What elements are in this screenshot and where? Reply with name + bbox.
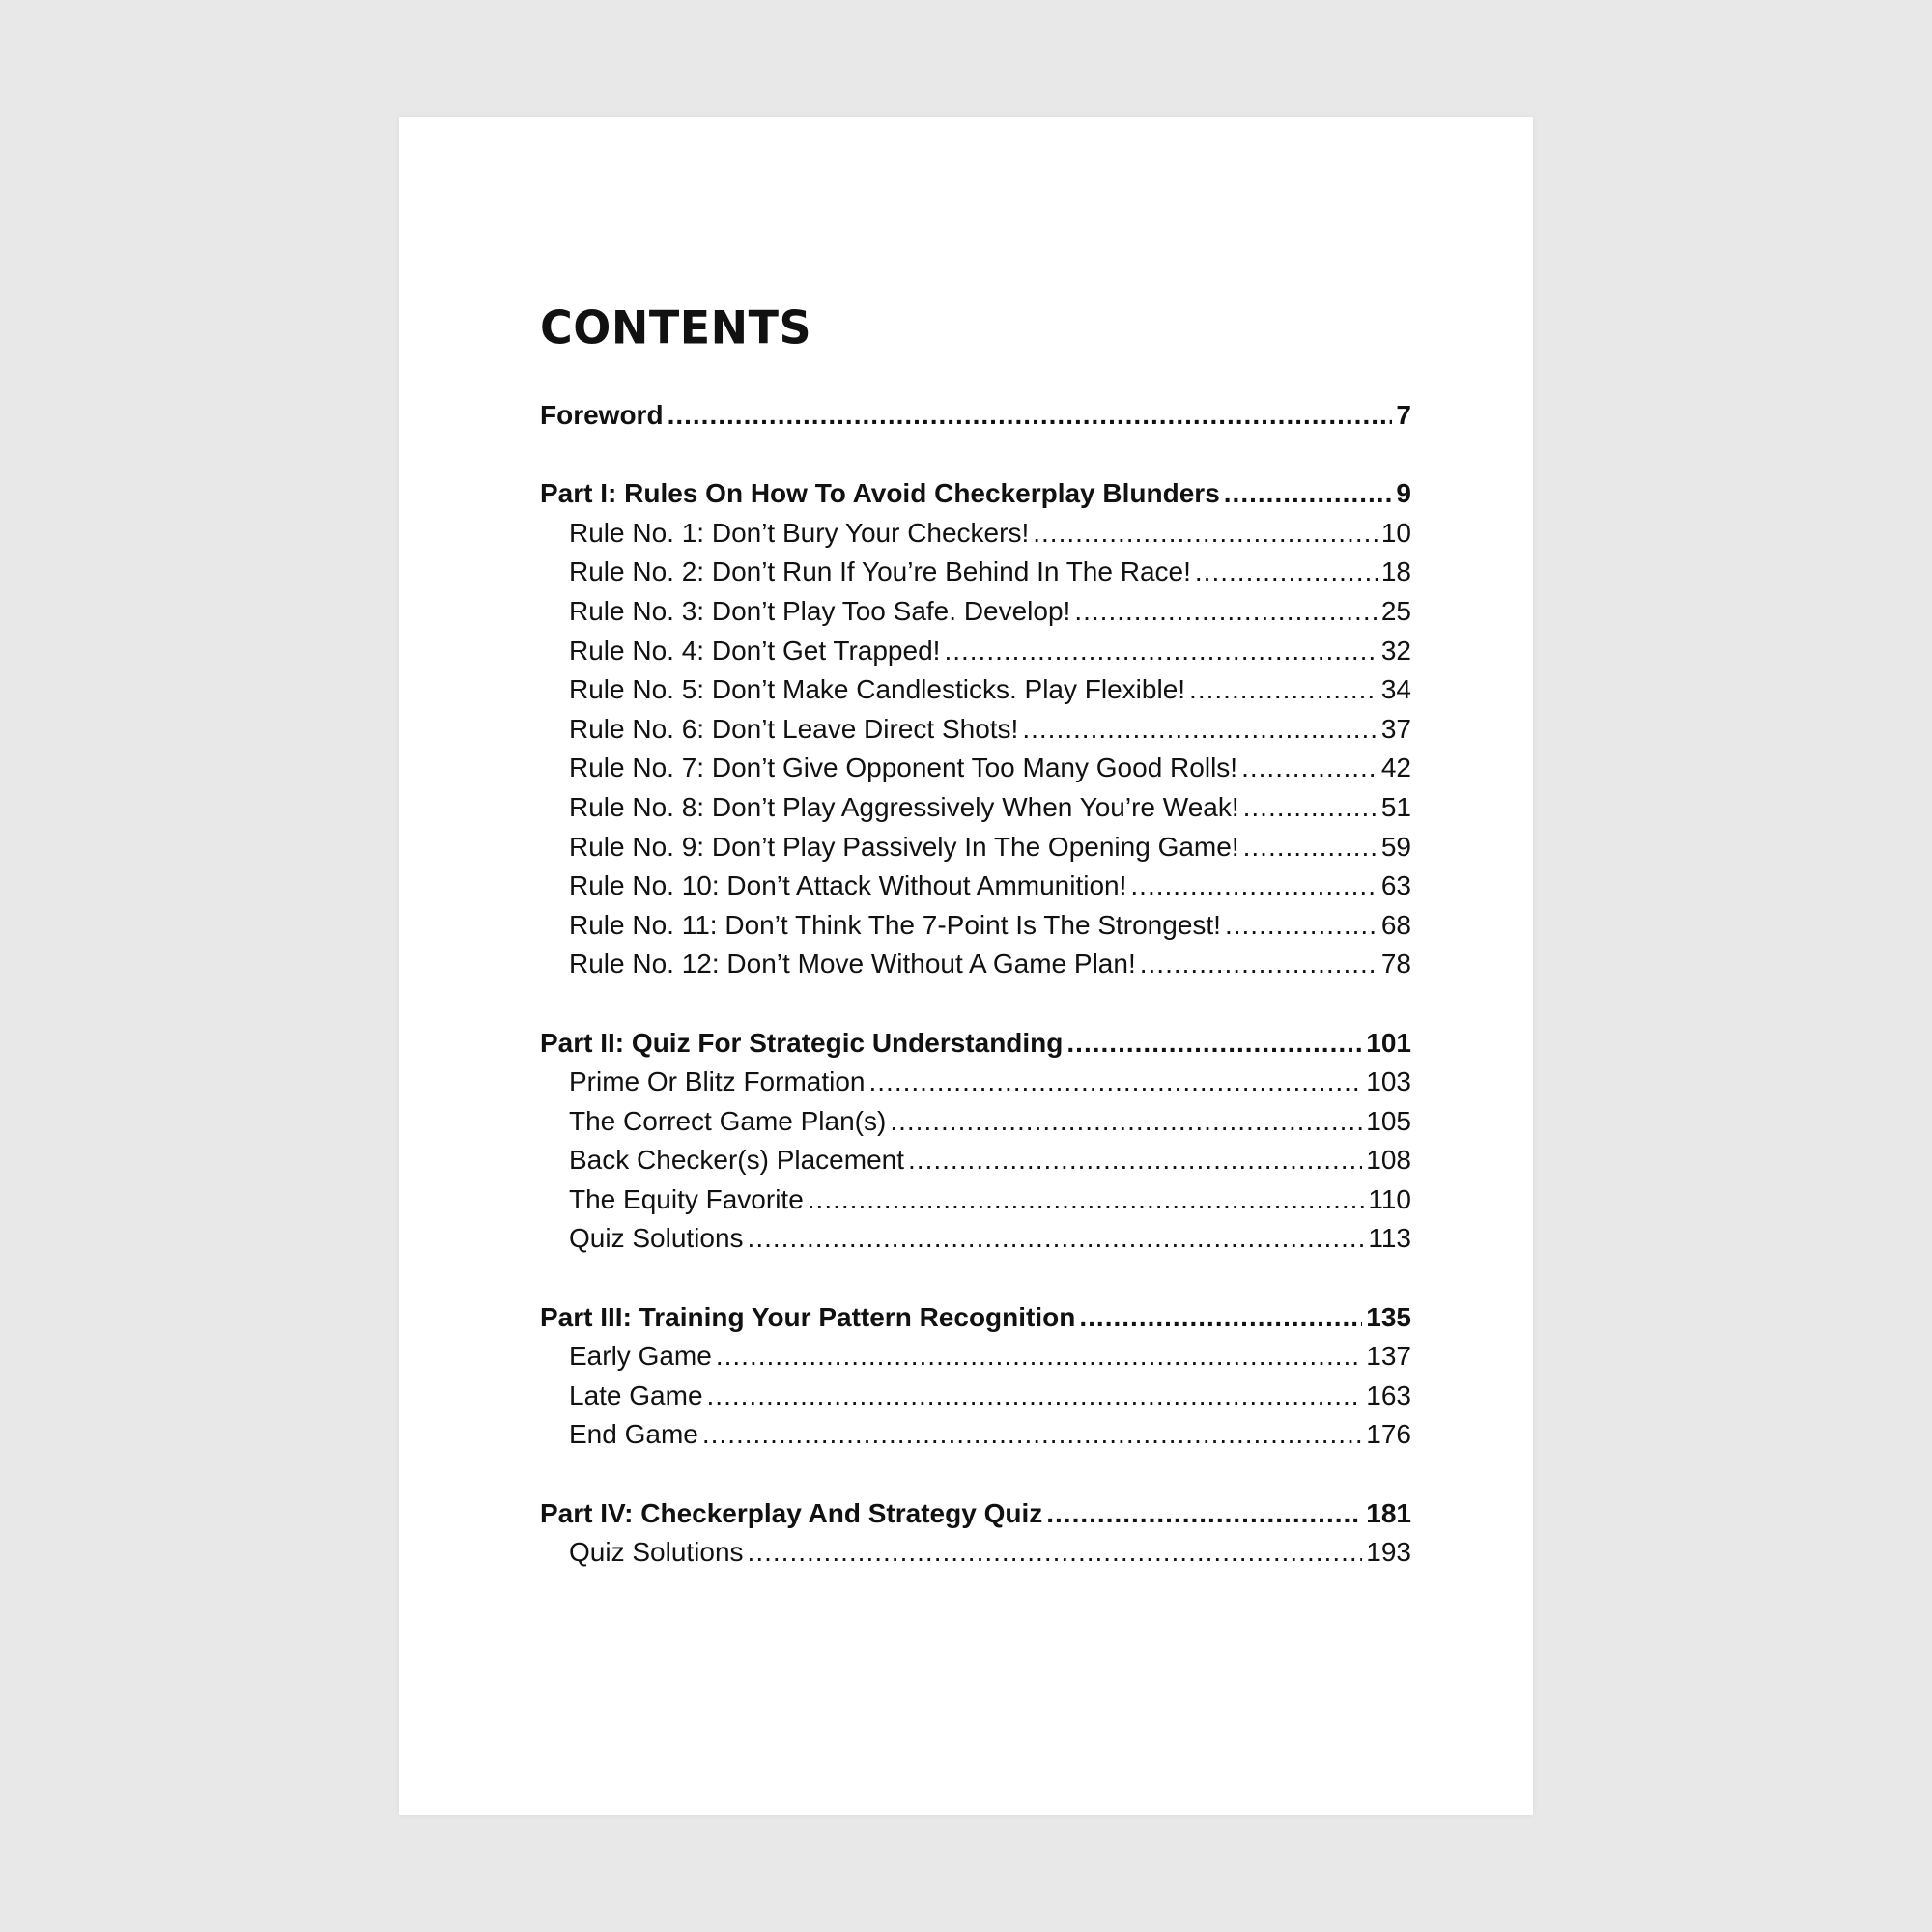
toc-entry-rule-10 [540, 867, 1411, 906]
toc-entry-rule-5 [540, 670, 1411, 710]
toc-entry-rule-8 [540, 788, 1411, 828]
toc-entry-page: 101 [1366, 1027, 1411, 1058]
dot-leader [1225, 906, 1378, 946]
dot-leader [1022, 710, 1378, 750]
toc-entry-back-checker-placement [540, 1141, 1411, 1180]
toc-entry-part-2 [540, 1024, 1411, 1064]
page-title: CONTENTS [540, 300, 812, 355]
toc-entry-page: 103 [1366, 1066, 1411, 1097]
toc-list [540, 396, 1411, 1573]
dot-leader [1243, 788, 1378, 828]
toc-entry-page: 18 [1380, 556, 1411, 587]
toc-entry-page: 25 [1380, 595, 1411, 626]
toc-content [540, 300, 1411, 1573]
toc-entry-page: 9 [1396, 478, 1411, 509]
toc-entry-end-game [540, 1415, 1411, 1455]
toc-entry-page: 113 [1368, 1223, 1411, 1254]
toc-entry-page: 176 [1366, 1419, 1411, 1450]
toc-entry-label: Rule No. 2: Don’t Run If You’re Behind In The Race! [569, 556, 1191, 587]
toc-entry-rule-2 [540, 553, 1411, 592]
toc-entry-page: 137 [1366, 1341, 1411, 1372]
toc-entry-page: 78 [1380, 949, 1411, 980]
toc-entry-label: Rule No. 10: Don’t Attack Without Ammunition! [569, 870, 1127, 901]
toc-entry-label: Rule No. 4: Don’t Get Trapped! [569, 635, 941, 666]
dot-leader [1140, 945, 1378, 984]
toc-entry-page: 42 [1380, 753, 1411, 783]
toc-entry-page: 10 [1380, 517, 1411, 548]
toc-entry-page: 63 [1380, 870, 1411, 901]
toc-entry-page: 7 [1396, 400, 1411, 430]
toc-entry-equity-favorite [540, 1180, 1411, 1220]
toc-entry-page: 105 [1366, 1105, 1411, 1136]
dot-leader [908, 1141, 1362, 1180]
dot-leader [1066, 1024, 1362, 1064]
toc-entry-label: Part II: Quiz For Strategic Understanding [540, 1027, 1064, 1058]
dot-leader [1033, 514, 1378, 554]
toc-entry-correct-game-plan [540, 1102, 1411, 1142]
dot-leader [1079, 1298, 1362, 1338]
toc-entry-rule-3 [540, 592, 1411, 632]
book-page [399, 117, 1533, 1815]
toc-entry-page: 37 [1380, 713, 1411, 744]
toc-entry-prime-or-blitz [540, 1063, 1411, 1102]
toc-entry-page: 32 [1380, 635, 1411, 666]
dot-leader [808, 1180, 1365, 1220]
toc-entry-part-4 [540, 1494, 1411, 1534]
toc-entry-rule-12 [540, 945, 1411, 984]
toc-entry-label: End Game [569, 1419, 698, 1450]
toc-entry-rule-9 [540, 828, 1411, 867]
dot-leader [1074, 592, 1378, 632]
toc-entry-foreword [540, 396, 1411, 436]
toc-entry-label: Part I: Rules On How To Avoid Checkerplay Blunders [540, 478, 1220, 509]
toc-entry-page: 34 [1380, 674, 1411, 705]
toc-entry-page: 108 [1366, 1145, 1411, 1176]
dot-leader [707, 1377, 1363, 1416]
toc-entry-rule-1 [540, 514, 1411, 554]
toc-entry-page: 135 [1366, 1301, 1411, 1332]
toc-entry-late-game [540, 1377, 1411, 1416]
dot-leader [1046, 1494, 1362, 1534]
toc-entry-label: Part III: Training Your Pattern Recognition [540, 1301, 1076, 1332]
toc-entry-page: 110 [1368, 1183, 1411, 1214]
dot-leader [1224, 474, 1393, 514]
toc-entry-label: Quiz Solutions [569, 1223, 744, 1254]
dot-leader [702, 1415, 1362, 1455]
toc-entry-rule-6 [540, 710, 1411, 750]
toc-entry-label: Foreword [540, 400, 664, 430]
toc-entry-label: Rule No. 9: Don’t Play Passively In The Opening Game! [569, 831, 1239, 862]
toc-entry-quiz-solutions-4 [540, 1533, 1411, 1573]
toc-entry-page: 59 [1380, 831, 1411, 862]
toc-entry-rule-11 [540, 906, 1411, 946]
toc-entry-label: Rule No. 5: Don’t Make Candlesticks. Play Flexible! [569, 674, 1186, 705]
toc-entry-label: Rule No. 3: Don’t Play Too Safe. Develop! [569, 595, 1071, 626]
toc-entry-label: The Correct Game Plan(s) [569, 1105, 887, 1136]
toc-entry-label: Prime Or Blitz Formation [569, 1066, 866, 1097]
dot-leader [1130, 867, 1377, 906]
toc-entry-label: Rule No. 1: Don’t Bury Your Checkers! [569, 517, 1030, 548]
toc-entry-part-1 [540, 474, 1411, 514]
dot-leader [668, 396, 1393, 436]
toc-entry-label: Back Checker(s) Placement [569, 1145, 905, 1176]
toc-entry-early-game [540, 1337, 1411, 1377]
toc-entry-label: Rule No. 6: Don’t Leave Direct Shots! [569, 713, 1019, 744]
toc-entry-page: 51 [1380, 791, 1411, 822]
toc-entry-label: Rule No. 8: Don’t Play Aggressively When You’re Weak! [569, 791, 1239, 822]
dot-leader [748, 1533, 1363, 1573]
dot-leader [1195, 553, 1378, 592]
toc-entry-page: 193 [1366, 1537, 1411, 1568]
toc-entry-page: 68 [1380, 909, 1411, 940]
toc-entry-label: Quiz Solutions [569, 1537, 744, 1568]
toc-entry-label: Rule No. 7: Don’t Give Opponent Too Many Good Rolls! [569, 753, 1238, 783]
toc-entry-label: Early Game [569, 1341, 712, 1372]
dot-leader [869, 1063, 1363, 1102]
toc-entry-page: 163 [1366, 1379, 1411, 1410]
toc-entry-part-3 [540, 1298, 1411, 1338]
toc-entry-label: Rule No. 12: Don’t Move Without A Game Plan! [569, 949, 1136, 980]
dot-leader [1241, 749, 1378, 788]
toc-entry-label: Rule No. 11: Don’t Think The 7-Point Is The Strongest! [569, 909, 1221, 940]
dot-leader [748, 1219, 1365, 1259]
toc-entry-label: Part IV: Checkerplay And Strategy Quiz [540, 1497, 1043, 1528]
dot-leader [944, 632, 1377, 671]
toc-entry-label: Late Game [569, 1379, 703, 1410]
dot-leader [890, 1102, 1362, 1142]
toc-entry-page: 181 [1366, 1497, 1411, 1528]
toc-entry-label: The Equity Favorite [569, 1183, 804, 1214]
dot-leader [1243, 828, 1378, 867]
toc-entry-rule-4 [540, 632, 1411, 671]
toc-entry-quiz-solutions-2 [540, 1219, 1411, 1259]
dot-leader [716, 1337, 1362, 1377]
toc-entry-rule-7 [540, 749, 1411, 788]
dot-leader [1189, 670, 1378, 710]
